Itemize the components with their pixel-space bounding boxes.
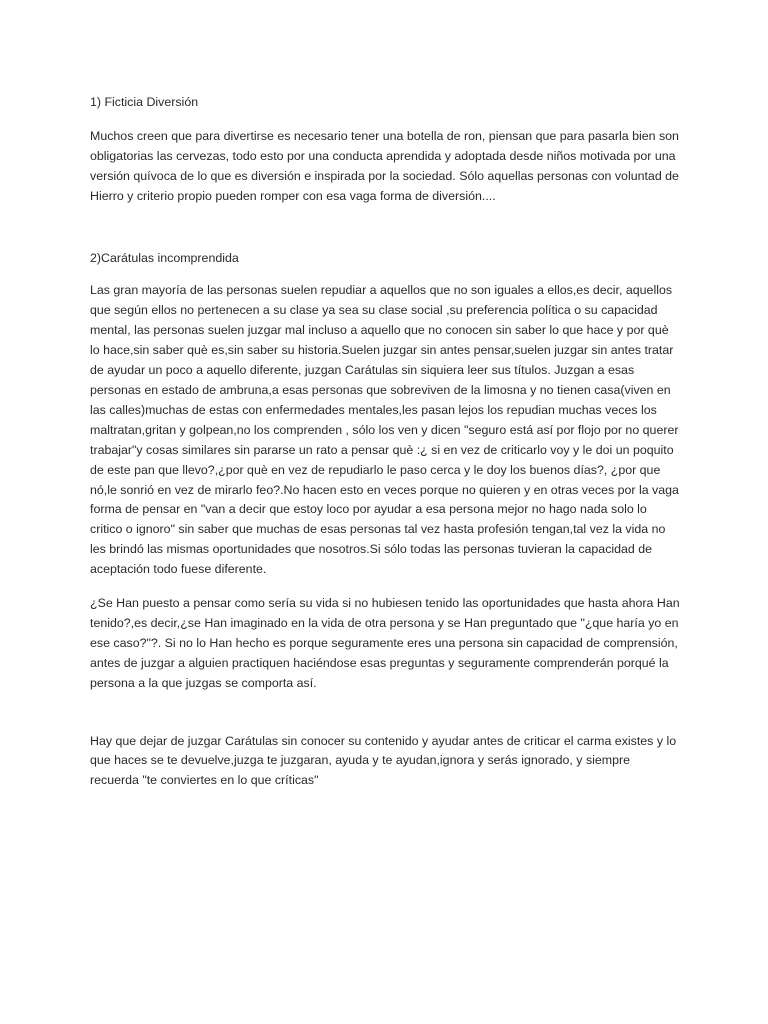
paragraph-3: ¿Se Han puesto a pensar como sería su vida si no hubiesen tenido las oportunidades que hasta ahora Han tenido?,es decir,¿se Han imaginado en la vida de otra persona y se Han preguntado que "¿que haría yo en ese caso?"?. Si no lo Han hecho es porque seguramente eres una persona sin capacidad de comprensión, antes de juzgar a alguien practiquen haciéndose esas preguntas y seguramente comprenderán porqué la persona a la que juzgas se comporta así. — [90, 596, 680, 690]
section-heading-2: 2)Carátulas incomprendida — [90, 250, 239, 265]
document-body — [90, 93, 680, 791]
section-heading-1: 1) Ficticia Diversión — [90, 95, 199, 109]
paragraph-4: Hay que dejar de juzgar Carátulas sin conocer su contenido y ayudar antes de criticar el carma existes y lo que haces se te devuelve,juzga te juzgaran, ayuda y te ayudan,ignora y serás ignorado, y siempre recuerda "te conviertes en lo que críticas" — [90, 733, 677, 788]
paragraph-2: Las gran mayoría de las personas suelen repudiar a aquellos que no son iguales a ellos,es decir, aquellos que según ellos no pertenecen a su clase ya sea su clase social ,su preferencia política o su capacidad mental, las personas suelen juzgar mal incluso a aquello que no conocen sin saber lo que hace y por què lo hace,sin saber què es,sin saber su historia.Suelen juzgar sin antes pensar,suelen juzgar sin antes tratar de ayudar un poco a aquello diferente, juzgan Carátulas sin siquiera leer sus títulos. Juzgan a esas personas en estado de ambruna,a esas personas que sobreviven de la limosna y no tienen casa(viven en las calles)muchas de estas con enfermedades mentales,les pasan lejos los repudian muchas veces los maltratan,gritan y golpean,no los comprenden , sólo los ven y dicen "seguro está así por flojo por no querer trabajar"y cosas similares sin pararse un rato a pensar què :¿ si en vez de criticarlo voy y le doi un poquito de este pan que llevo?,¿por què en vez de repudiarlo le paso cerca y le doy los buenos días?, ¿por que nó,le sonrió en vez de mirarlo feo?.No hacen esto en veces porque no quieren y en otras veces por la vaga forma de pensar en "van a decir que estoy loco por ayudar a esa persona mejor no hago nada solo lo critico o ignoro" sin saber que muchas de esas personas tal vez hasta profesión tengan,tal vez la vida no les brindó las mismas oportunidades que nosotros.Si sólo todas las personas tuvieran la capacidad de aceptación todo fuese diferente. — [90, 283, 679, 577]
paragraph-1: Muchos creen que para divertirse es necesario tener una botella de ron, piensan que para pasarla bien son obligatorias las cervezas, todo esto por una conducta aprendida y adoptada desde niños motivada por una versión quívoca de lo que es diversión e inspirada por la sociedad. Sólo aquellas personas con voluntad de Hierro y criterio propio pueden romper con esa vaga forma de diversión.... — [90, 128, 679, 203]
